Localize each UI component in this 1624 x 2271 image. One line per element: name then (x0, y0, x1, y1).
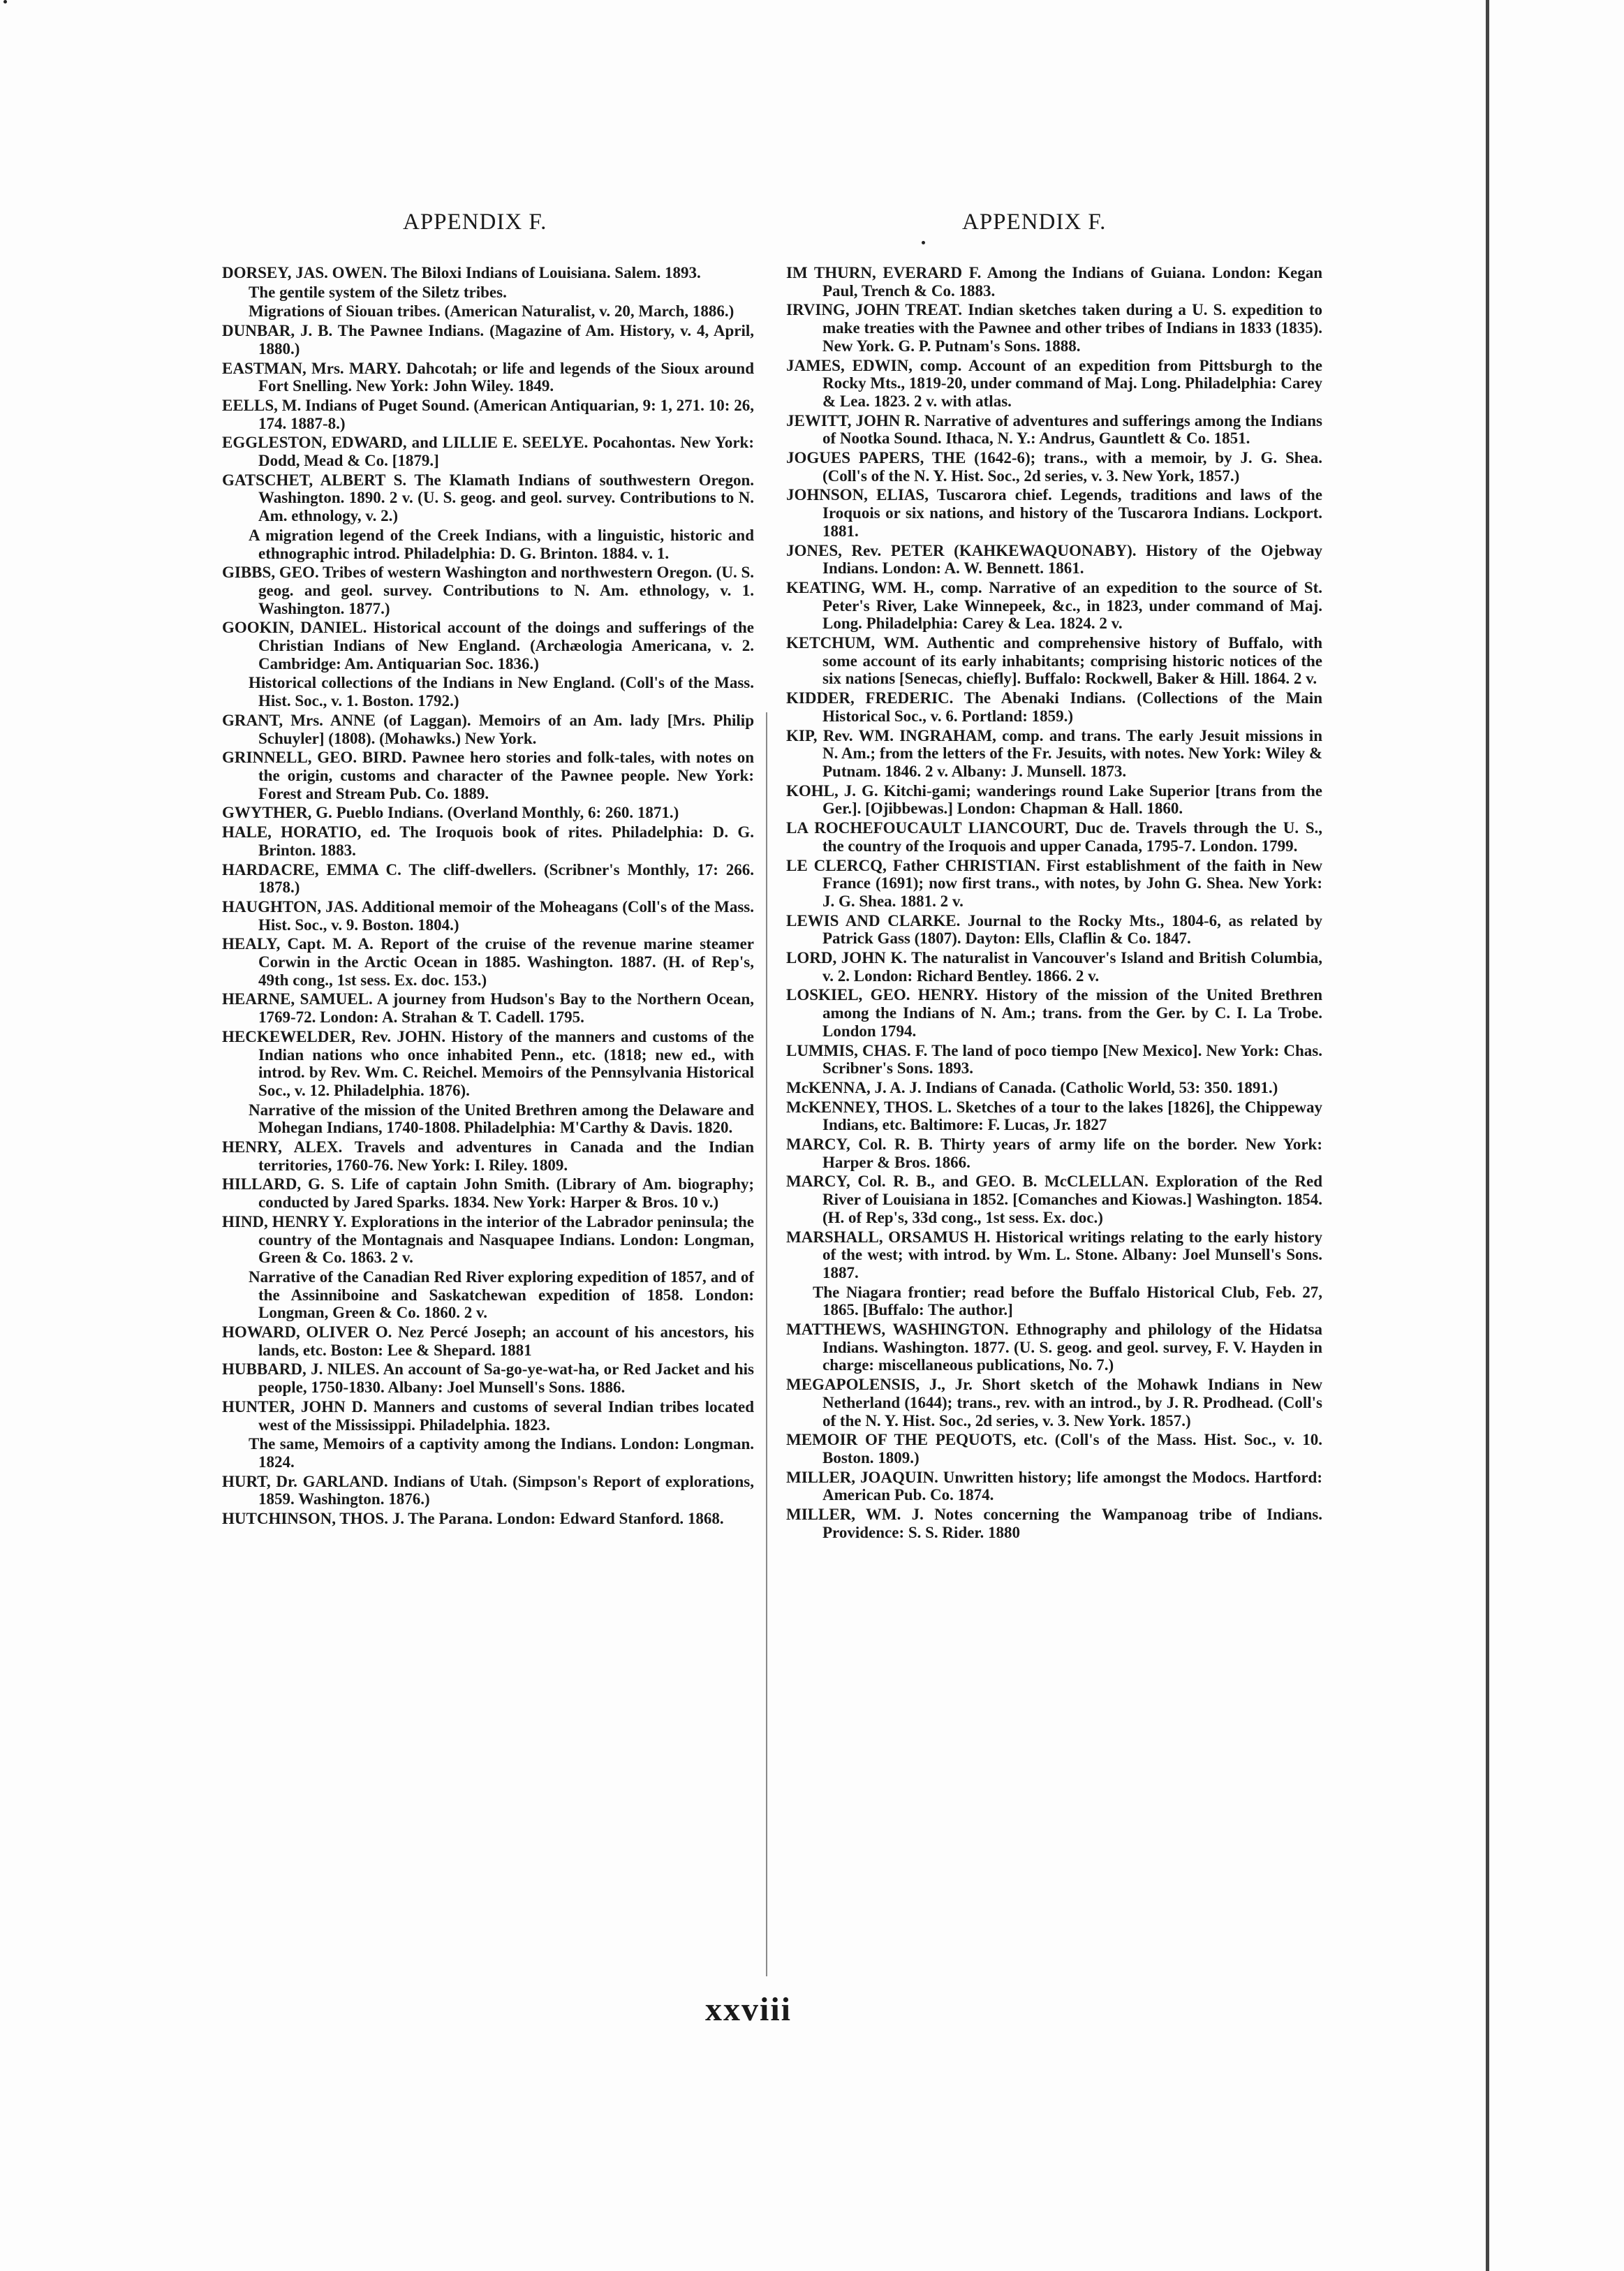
bibliography-entry: KOHL, J. G. Kitchi-gami; wanderings round Lake Superior [trans from the Ger.]. [Ojibbewas.] London: Chapman & Hall. 1860. (786, 781, 1322, 818)
right-column (786, 264, 1322, 1543)
bibliography-entry: HURT, Dr. GARLAND. Indians of Utah. (Simpson's Report of explorations, 1859. Washington. 1876.) (222, 1472, 754, 1508)
bibliography-entry: LE CLERCQ, Father CHRISTIAN. First establishment of the faith in New France (1691); now first trans., with notes, by John G. Shea. New York: J. G. Shea. 1881. 2 v. (786, 856, 1322, 910)
bibliography-entry: EASTMAN, Mrs. MARY. Dahcotah; or life and legends of the Sioux around Fort Snelling. New York: John Wiley. 1849. (222, 359, 754, 395)
bibliography-entry: MARCY, Col. R. B., and GEO. B. McCLELLAN. Exploration of the Red River of Louisiana in 1852. [Comanches and Kiowas.] Washington. 1854. (H. of Rep's, 33d cong., 1st sess. Ex. doc.) (786, 1173, 1322, 1226)
bibliography-entry: IM THURN, EVERARD F. Among the Indians of Guiana. London: Kegan Paul, Trench & Co. 1883. (786, 264, 1322, 300)
bibliography-entry: LUMMIS, CHAS. F. The land of poco tiempo [New Mexico]. New York: Chas. Scribner's Sons. 1893. (786, 1041, 1322, 1078)
bibliography-entry: The Niagara frontier; read before the Buffalo Historical Club, Feb. 27, 1865. [Buffalo: The author.] (813, 1283, 1322, 1319)
bibliography-entry: A migration legend of the Creek Indians, with a linguistic, historic and ethnographic introd. Philadelphia: D. G. Brinton. 1884. v. 1. (249, 526, 754, 562)
bibliography-entry: DORSEY, JAS. OWEN. The Biloxi Indians of Louisiana. Salem. 1893. (222, 264, 701, 281)
bibliography-entry: The same, Memoirs of a captivity among the Indians. London: Longman. 1824. (249, 1435, 754, 1471)
bibliography-entry: KIDDER, FREDERIC. The Abenaki Indians. (Collections of the Main Historical Soc., v. 6. Portland: 1859.) (786, 689, 1322, 725)
bibliography-entry: IRVING, JOHN TREAT. Indian sketches taken during a U. S. expedition to make treaties with the Pawnee and other tribes of Indians in 1833 (1835). New York. G. P. Putnam's Sons. 1888. (786, 301, 1322, 355)
bibliography-entry: JAMES, EDWIN, comp. Account of an expedition from Pittsburgh to the Rocky Mts., 1819-20, under command of Maj. Long. Philadelphia: Carey & Lea. 1823. 2 v. with atlas. (786, 356, 1322, 410)
bibliography-entry: MILLER, WM. J. Notes concerning the Wampanoag tribe of Indians. Providence: S. S. Rider. 1880 (786, 1506, 1322, 1541)
bibliography-entry: LOSKIEL, GEO. HENRY. History of the mission of the United Brethren among the Indians of N. Am.; trans. from the Ger. by C. I. La Trobe. London 1794. (786, 986, 1322, 1040)
bibliography-entry: KEATING, WM. H., comp. Narrative of an expedition to the source of St. Peter's River, Lake Winnepeek, &c., in 1823, under command of Maj. Long. Philadelphia: Carey & Lea. 1824. 2 v. (786, 578, 1322, 633)
bibliography-entry: HENRY, ALEX. Travels and adventures in Canada and the Indian territories, 1760-76. New York: I. Riley. 1809. (222, 1138, 754, 1174)
bibliography-entry: MARCY, Col. R. B. Thirty years of army life on the border. New York: Harper & Bros. 1866. (786, 1136, 1322, 1171)
bibliography-entry: HEARNE, SAMUEL. A journey from Hudson's Bay to the Northern Ocean, 1769-72. London: A. Strahan & T. Cadell. 1795. (222, 990, 754, 1027)
left-column (222, 264, 754, 1529)
bibliography-entry: HUNTER, JOHN D. Manners and customs of several Indian tribes located west of the Mississippi. Philadelphia. 1823. (222, 1397, 754, 1434)
bibliography-entry: JOHNSON, ELIAS, Tuscarora chief. Legends, traditions and laws of the Iroquois or six nations, and history of the Tuscarora Indians. Lockport. 1881. (786, 486, 1322, 540)
bibliography-entry: HALE, HORATIO, ed. The Iroquois book of rites. Philadelphia: D. G. Brinton. 1883. (222, 823, 754, 859)
bibliography-entry: JEWITT, JOHN R. Narrative of adventures and sufferings among the Indians of Nootka Sound. Ithaca, N. Y.: Andrus, Gauntlett & Co. 1851. (786, 411, 1322, 448)
bibliography-entry: Historical collections of the Indians in New England. (Coll's of the Mass. Hist. Soc., v. 1. Boston. 1792.) (249, 674, 754, 710)
bibliography-entry: MEMOIR OF THE PEQUOTS, etc. (Coll's of the Mass. Hist. Soc., v. 10. Boston. 1809.) (786, 1431, 1322, 1467)
bibliography-entry: GIBBS, GEO. Tribes of western Washington and northwestern Oregon. (U. S. geog. and geol. survey. Contributions to N. Am. ethnology, v. 1. Washington. 1877.) (222, 564, 754, 617)
bibliography-entry: Narrative of the mission of the United Brethren among the Delaware and Mohegan Indians, 1740-1808. Philadelphia: M'Carthy & Davis. 1820. (249, 1101, 754, 1137)
bibliography-entry: HIND, HENRY Y. Explorations in the interior of the Labrador peninsula; the country of the Montagnais and Nasquapee Indians. London: Longman, Green & Co. 1863. 2 v. (222, 1212, 754, 1267)
bibliography-entry: EELLS, M. Indians of Puget Sound. (American Antiquarian, 9: 1, 271. 10: 26, 174. 1887-8.) (222, 396, 754, 432)
bibliography-entry: GRANT, Mrs. ANNE (of Laggan). Memoirs of an Am. lady [Mrs. Philip Schuyler] (1808). (Mohawks.) New York. (222, 711, 754, 747)
bibliography-entry: KIP, Rev. WM. INGRAHAM, comp. and trans. The early Jesuit missions in N. Am.; from the letters of the Fr. Jesuits, with notes. New York: Wiley & Putnam. 1846. 2 v. Albany: J. Munsell. 1873. (786, 726, 1322, 780)
bibliography-entry: HOWARD, OLIVER O. Nez Percé Joseph; an account of his ancestors, his lands, etc. Boston: Lee & Shepard. 1881 (222, 1323, 754, 1359)
bibliography-entry: GOOKIN, DANIEL. Historical account of the doings and sufferings of the Christian Indians of New England. (Archæologia Americana, v. 2. Cambridge: Am. Antiquarian Soc. 1836.) (222, 619, 754, 673)
bibliography-entry: MARSHALL, ORSAMUS H. Historical writings relating to the early history of the west; with introd. by Wm. L. Stone. Albany: Joel Munsell's Sons. 1887. (786, 1228, 1322, 1281)
left-running-header: APPENDIX F. (403, 210, 547, 235)
right-running-header: APPENDIX F. (962, 210, 1107, 235)
print-speck (922, 241, 925, 244)
print-speck (3, 0, 7, 3)
bibliography-entry: EGGLESTON, EDWARD, and LILLIE E. SEELYE. Pocahontas. New York: Dodd, Mead & Co. [1879.] (222, 434, 754, 470)
bibliography-entry: HILLARD, G. S. Life of captain John Smith. (Library of Am. biography; conducted by Jared Sparks. 1834. New York: Harper & Bros. 10 v.) (222, 1175, 754, 1212)
bibliography-entry: HECKEWELDER, Rev. JOHN. History of the manners and customs of the Indian nations who once inhabited Penn., etc. (1818; new ed., with introd. by Rev. Wm. C. Reichel. Memoirs of the Pennsylvania Historical Soc., v. 12. Philadelphia. 1876). (222, 1027, 754, 1099)
bibliography-entry: McKENNEY, THOS. L. Sketches of a tour to the lakes [1826], the Chippeway Indians, etc. Baltimore: F. Lucas, Jr. 1827 (786, 1098, 1322, 1134)
bibliography-entry: HUBBARD, J. NILES. An account of Sa-go-ye-wat-ha, or Red Jacket and his people, 1750-1830. Albany: Joel Munsell's Sons. 1886. (222, 1360, 754, 1397)
bibliography-entry: GRINNELL, GEO. BIRD. Pawnee hero stories and folk-tales, with notes on the origin, customs and character of the Pawnee people. New York: Forest and Stream Pub. Co. 1889. (222, 749, 754, 802)
bibliography-entry: LORD, JOHN K. The naturalist in Vancouver's Island and British Columbia, v. 2. London: Richard Bentley. 1866. 2 v. (786, 949, 1322, 985)
bibliography-entry: McKENNA, J. A. J. Indians of Canada. (Catholic World, 53: 350. 1891.) (786, 1078, 1278, 1096)
bibliography-entry: Migrations of Siouan tribes. (American Naturalist, v. 20, March, 1886.) (249, 302, 735, 321)
bibliography-entry: HAUGHTON, JAS. Additional memoir of the Moheagans (Coll's of the Mass. Hist. Soc., v. 9. Boston. 1804.) (222, 897, 754, 934)
page-number: xxviii (705, 1991, 792, 2028)
bibliography-entry: HUTCHINSON, THOS. J. The Parana. London: Edward Stanford. 1868. (222, 1510, 724, 1528)
bibliography-entry: JOGUES PAPERS, THE (1642-6); trans., with a memoir, by J. G. Shea. (Coll's of the N. Y. Hist. Soc., 2d series, v. 3. New York, 1857.) (786, 449, 1322, 485)
bibliography-entry: MEGAPOLENSIS, J., Jr. Short sketch of the Mohawk Indians in New Netherland (1644); trans., rev. with an introd., by J. R. Prodhead. (Coll's of the N. Y. Hist. Soc., 2d series, v. 3. New York. 1857.) (786, 1376, 1322, 1430)
bibliography-entry: MATTHEWS, WASHINGTON. Ethnography and philology of the Hidatsa Indians. Washington. 1877. (U. S. geog. and geol. survey, F. V. Hayden in charge: miscellaneous publications, No. 7.) (786, 1321, 1322, 1374)
bibliography-entry: MILLER, JOAQUIN. Unwritten history; life amongst the Modocs. Hartford: American Pub. Co. 1874. (786, 1468, 1322, 1504)
page-edge-rule (1486, 0, 1489, 2271)
bibliography-entry: LA ROCHEFOUCAULT LIANCOURT, Duc de. Travels through the U. S., the country of the Iroquois and upper Canada, 1795-7. London. 1799. (786, 819, 1322, 855)
bibliography-entry: Narrative of the Canadian Red River exploring expedition of 1857, and of the Assinniboine and Saskatchewan expedition of 1858. London: Longman, Green & Co. 1860. 2 v. (249, 1267, 754, 1322)
bibliography-entry: JONES, Rev. PETER (KAHKEWAQUONABY). History of the Ojebway Indians. London: A. W. Bennett. 1861. (786, 541, 1322, 578)
bibliography-entry: The gentile system of the Siletz tribes. (249, 283, 507, 301)
bibliography-entry: LEWIS AND CLARKE. Journal to the Rocky Mts., 1804-6, as related by Patrick Gass (1807). Dayton: Ells, Claflin & Co. 1847. (786, 911, 1322, 948)
bibliography-entry: HEALY, Capt. M. A. Report of the cruise of the revenue marine steamer Corwin in the Arctic Ocean in 1885. Washington. 1887. (H. of Rep's, 49th cong., 1st sess. Ex. doc. 153.) (222, 935, 754, 989)
bibliography-entry: GATSCHET, ALBERT S. The Klamath Indians of southwestern Oregon. Washington. 1890. 2 v. (U. S. geog. and geol. survey. Contributions to N. Am. ethnology, v. 2.) (222, 471, 754, 525)
column-divider (766, 712, 767, 1976)
bibliography-entry: KETCHUM, WM. Authentic and comprehensive history of Buffalo, with some account of its early inhabitants; comprising historic notices of the six nations [Senecas, chiefly]. Buffalo: Rockwell, Baker & Hill. 1864. 2 v. (786, 634, 1322, 688)
bibliography-entry: GWYTHER, G. Pueblo Indians. (Overland Monthly, 6: 260. 1871.) (222, 804, 679, 822)
bibliography-entry: HARDACRE, EMMA C. The cliff-dwellers. (Scribner's Monthly, 17: 266. 1878.) (222, 860, 754, 897)
bibliography-entry: DUNBAR, J. B. The Pawnee Indians. (Magazine of Am. History, v. 4, April, 1880.) (222, 322, 754, 358)
